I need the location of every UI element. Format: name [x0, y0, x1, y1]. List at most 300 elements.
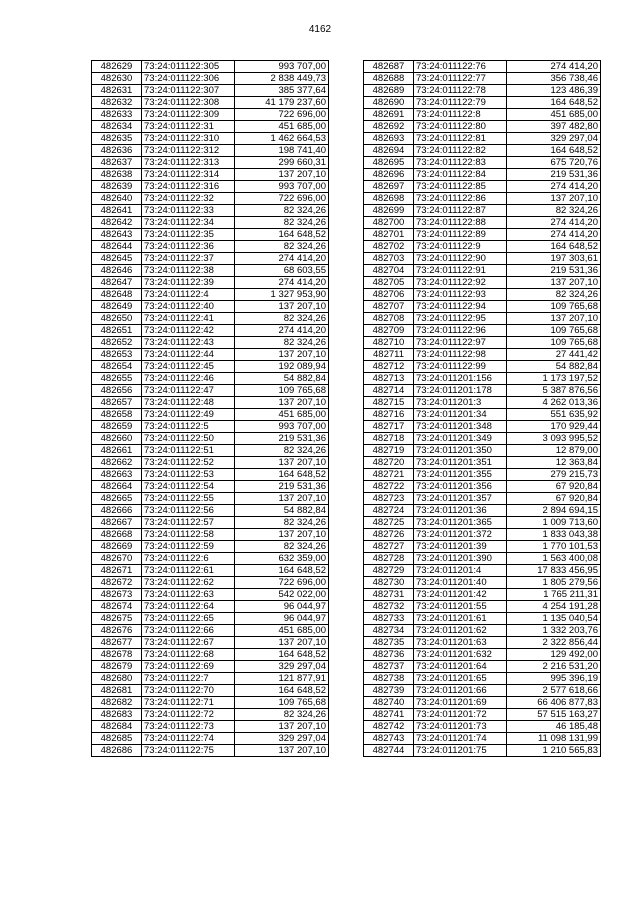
row-number-cell: 482629: [92, 61, 142, 73]
right-table-body: [364, 61, 601, 757]
left-data-table: [91, 60, 329, 757]
table-row: [364, 169, 601, 181]
table-row: [92, 493, 329, 505]
cadastral-value-cell: 279 215,73: [507, 469, 601, 481]
table-row: [92, 373, 329, 385]
cadastral-value-cell: 993 707,00: [235, 421, 329, 433]
table-row: [92, 553, 329, 565]
row-number-cell: 482700: [364, 217, 414, 229]
cadastral-number-cell: 73:24:011122:314: [142, 169, 235, 181]
table-row: [364, 133, 601, 145]
cadastral-value-cell: 993 707,00: [235, 181, 329, 193]
row-number-cell: 482671: [92, 565, 142, 577]
table-row: [364, 589, 601, 601]
row-number-cell: 482676: [92, 625, 142, 637]
cadastral-number-cell: 73:24:011201:178: [414, 385, 507, 397]
cadastral-number-cell: 73:24:011122:309: [142, 109, 235, 121]
cadastral-value-cell: 137 207,10: [235, 457, 329, 469]
cadastral-value-cell: 82 324,26: [235, 313, 329, 325]
row-number-cell: 482654: [92, 361, 142, 373]
table-row: [364, 649, 601, 661]
table-row: [92, 253, 329, 265]
cadastral-value-cell: 96 044,97: [235, 613, 329, 625]
row-number-cell: 482699: [364, 205, 414, 217]
row-number-cell: 482685: [92, 733, 142, 745]
cadastral-number-cell: 73:24:011122:51: [142, 445, 235, 457]
table-row: [92, 601, 329, 613]
cadastral-number-cell: 73:24:011122:57: [142, 517, 235, 529]
cadastral-number-cell: 73:24:011122:46: [142, 373, 235, 385]
cadastral-value-cell: 299 660,31: [235, 157, 329, 169]
table-row: [92, 133, 329, 145]
table-row: [364, 229, 601, 241]
cadastral-value-cell: 995 396,19: [507, 673, 601, 685]
row-number-cell: 482634: [92, 121, 142, 133]
cadastral-number-cell: 73:24:011122:86: [414, 193, 507, 205]
row-number-cell: 482669: [92, 541, 142, 553]
row-number-cell: 482724: [364, 505, 414, 517]
cadastral-value-cell: 137 207,10: [235, 169, 329, 181]
table-row: [92, 289, 329, 301]
table-row: [364, 361, 601, 373]
cadastral-number-cell: 73:24:011201:55: [414, 601, 507, 613]
row-number-cell: 482704: [364, 265, 414, 277]
cadastral-number-cell: 73:24:011201:39: [414, 541, 507, 553]
cadastral-value-cell: 1 765 211,31: [507, 589, 601, 601]
cadastral-value-cell: 2 216 531,20: [507, 661, 601, 673]
cadastral-number-cell: 73:24:011122:31: [142, 121, 235, 133]
cadastral-value-cell: 46 185,48: [507, 721, 601, 733]
cadastral-value-cell: 164 648,52: [235, 649, 329, 661]
right-data-table: [363, 60, 601, 757]
cadastral-value-cell: 54 882,84: [235, 373, 329, 385]
row-number-cell: 482672: [92, 577, 142, 589]
cadastral-number-cell: 73:24:011122:6: [142, 553, 235, 565]
cadastral-number-cell: 73:24:011122:34: [142, 217, 235, 229]
table-row: [364, 565, 601, 577]
cadastral-number-cell: 73:24:011201:351: [414, 457, 507, 469]
row-number-cell: 482691: [364, 109, 414, 121]
cadastral-number-cell: 73:24:011122:49: [142, 409, 235, 421]
cadastral-number-cell: 73:24:011122:87: [414, 205, 507, 217]
cadastral-value-cell: 109 765,68: [235, 697, 329, 709]
cadastral-number-cell: 73:24:011122:97: [414, 337, 507, 349]
cadastral-number-cell: 73:24:011201:66: [414, 685, 507, 697]
table-row: [364, 145, 601, 157]
row-number-cell: 482743: [364, 733, 414, 745]
row-number-cell: 482677: [92, 637, 142, 649]
row-number-cell: 482741: [364, 709, 414, 721]
row-number-cell: 482739: [364, 685, 414, 697]
row-number-cell: 482729: [364, 565, 414, 577]
cadastral-number-cell: 73:24:011122:92: [414, 277, 507, 289]
cadastral-value-cell: 12 879,00: [507, 445, 601, 457]
row-number-cell: 482738: [364, 673, 414, 685]
row-number-cell: 482693: [364, 133, 414, 145]
cadastral-number-cell: 73:24:011122:95: [414, 313, 507, 325]
table-row: [364, 421, 601, 433]
cadastral-number-cell: 73:24:011201:72: [414, 709, 507, 721]
table-row: [364, 217, 601, 229]
row-number-cell: 482722: [364, 481, 414, 493]
cadastral-value-cell: 551 635,92: [507, 409, 601, 421]
cadastral-number-cell: 73:24:011122:71: [142, 697, 235, 709]
row-number-cell: 482726: [364, 529, 414, 541]
cadastral-number-cell: 73:24:011122:77: [414, 73, 507, 85]
table-row: [92, 673, 329, 685]
cadastral-number-cell: 73:24:011122:50: [142, 433, 235, 445]
table-row: [92, 445, 329, 457]
cadastral-value-cell: 385 377,64: [235, 85, 329, 97]
cadastral-number-cell: 73:24:011122:55: [142, 493, 235, 505]
cadastral-value-cell: 96 044,97: [235, 601, 329, 613]
cadastral-number-cell: 73:24:011122:64: [142, 601, 235, 613]
cadastral-value-cell: 632 359,00: [235, 553, 329, 565]
cadastral-number-cell: 73:24:011122:65: [142, 613, 235, 625]
cadastral-value-cell: 542 022,00: [235, 589, 329, 601]
page-number: 4162: [308, 24, 332, 35]
cadastral-value-cell: 82 324,26: [235, 241, 329, 253]
table-row: [364, 409, 601, 421]
table-row: [92, 157, 329, 169]
row-number-cell: 482647: [92, 277, 142, 289]
cadastral-value-cell: 722 696,00: [235, 577, 329, 589]
cadastral-number-cell: 73:24:011122:80: [414, 121, 507, 133]
cadastral-number-cell: 73:24:011122:98: [414, 349, 507, 361]
row-number-cell: 482733: [364, 613, 414, 625]
row-number-cell: 482711: [364, 349, 414, 361]
cadastral-value-cell: 54 882,84: [507, 361, 601, 373]
cadastral-number-cell: 73:24:011122:83: [414, 157, 507, 169]
cadastral-number-cell: 73:24:011201:3: [414, 397, 507, 409]
table-row: [364, 493, 601, 505]
row-number-cell: 482646: [92, 265, 142, 277]
cadastral-number-cell: 73:24:011122:93: [414, 289, 507, 301]
table-row: [364, 685, 601, 697]
cadastral-number-cell: 73:24:011122:76: [414, 61, 507, 73]
cadastral-value-cell: 1 770 101,53: [507, 541, 601, 553]
cadastral-number-cell: 73:24:011201:75: [414, 745, 507, 757]
row-number-cell: 482719: [364, 445, 414, 457]
row-number-cell: 482652: [92, 337, 142, 349]
row-number-cell: 482688: [364, 73, 414, 85]
table-row: [364, 709, 601, 721]
row-number-cell: 482715: [364, 397, 414, 409]
row-number-cell: 482707: [364, 301, 414, 313]
cadastral-number-cell: 73:24:011122:312: [142, 145, 235, 157]
cadastral-number-cell: 73:24:011122:53: [142, 469, 235, 481]
cadastral-number-cell: 73:24:011122:316: [142, 181, 235, 193]
cadastral-number-cell: 73:24:011122:44: [142, 349, 235, 361]
cadastral-number-cell: 73:24:011122:67: [142, 637, 235, 649]
cadastral-number-cell: 73:24:011122:62: [142, 577, 235, 589]
cadastral-number-cell: 73:24:011122:306: [142, 73, 235, 85]
cadastral-value-cell: 129 492,00: [507, 649, 601, 661]
row-number-cell: 482666: [92, 505, 142, 517]
table-row: [364, 481, 601, 493]
cadastral-number-cell: 73:24:011201:65: [414, 673, 507, 685]
cadastral-value-cell: 1 563 400,08: [507, 553, 601, 565]
cadastral-number-cell: 73:24:011201:63: [414, 637, 507, 649]
cadastral-value-cell: 82 324,26: [507, 205, 601, 217]
cadastral-value-cell: 192 089,94: [235, 361, 329, 373]
row-number-cell: 482641: [92, 205, 142, 217]
cadastral-value-cell: 1 009 713,60: [507, 517, 601, 529]
cadastral-value-cell: 219 531,36: [507, 265, 601, 277]
cadastral-value-cell: 451 685,00: [235, 121, 329, 133]
cadastral-number-cell: 73:24:011122:8: [414, 109, 507, 121]
cadastral-number-cell: 73:24:011201:34: [414, 409, 507, 421]
row-number-cell: 482697: [364, 181, 414, 193]
row-number-cell: 482744: [364, 745, 414, 757]
table-row: [364, 637, 601, 649]
table-row: [92, 85, 329, 97]
table-row: [364, 337, 601, 349]
row-number-cell: 482681: [92, 685, 142, 697]
cadastral-number-cell: 73:24:011122:94: [414, 301, 507, 313]
row-number-cell: 482667: [92, 517, 142, 529]
cadastral-value-cell: 82 324,26: [507, 289, 601, 301]
cadastral-value-cell: 1 210 565,83: [507, 745, 601, 757]
table-row: [364, 253, 601, 265]
table-row: [364, 733, 601, 745]
cadastral-number-cell: 73:24:011122:32: [142, 193, 235, 205]
table-row: [364, 625, 601, 637]
cadastral-value-cell: 137 207,10: [507, 277, 601, 289]
table-row: [364, 541, 601, 553]
cadastral-value-cell: 137 207,10: [235, 301, 329, 313]
row-number-cell: 482679: [92, 661, 142, 673]
cadastral-value-cell: 137 207,10: [235, 745, 329, 757]
cadastral-number-cell: 73:24:011122:63: [142, 589, 235, 601]
cadastral-value-cell: 675 720,76: [507, 157, 601, 169]
cadastral-number-cell: 73:24:011201:390: [414, 553, 507, 565]
cadastral-value-cell: 397 482,80: [507, 121, 601, 133]
table-row: [92, 409, 329, 421]
cadastral-value-cell: 5 387 876,56: [507, 385, 601, 397]
cadastral-value-cell: 11 098 131,99: [507, 733, 601, 745]
table-row: [364, 325, 601, 337]
cadastral-number-cell: 73:24:011201:74: [414, 733, 507, 745]
cadastral-value-cell: 68 603,55: [235, 265, 329, 277]
cadastral-value-cell: 451 685,00: [235, 409, 329, 421]
cadastral-number-cell: 73:24:011122:41: [142, 313, 235, 325]
table-row: [364, 505, 601, 517]
cadastral-value-cell: 109 765,68: [507, 337, 601, 349]
table-row: [364, 241, 601, 253]
table-row: [92, 505, 329, 517]
table-row: [92, 685, 329, 697]
table-row: [92, 469, 329, 481]
table-row: [92, 325, 329, 337]
cadastral-number-cell: 73:24:011122:36: [142, 241, 235, 253]
cadastral-value-cell: 82 324,26: [235, 517, 329, 529]
cadastral-number-cell: 73:24:011122:33: [142, 205, 235, 217]
cadastral-value-cell: 170 929,44: [507, 421, 601, 433]
cadastral-value-cell: 82 324,26: [235, 709, 329, 721]
table-row: [364, 457, 601, 469]
table-row: [364, 121, 601, 133]
cadastral-number-cell: 73:24:011122:45: [142, 361, 235, 373]
row-number-cell: 482736: [364, 649, 414, 661]
table-row: [364, 73, 601, 85]
table-row: [92, 625, 329, 637]
row-number-cell: 482701: [364, 229, 414, 241]
cadastral-value-cell: 82 324,26: [235, 445, 329, 457]
cadastral-number-cell: 73:24:011122:35: [142, 229, 235, 241]
table-row: [364, 517, 601, 529]
cadastral-number-cell: 73:24:011122:91: [414, 265, 507, 277]
cadastral-value-cell: 164 648,52: [507, 97, 601, 109]
row-number-cell: 482659: [92, 421, 142, 433]
table-row: [92, 733, 329, 745]
cadastral-number-cell: 73:24:011201:40: [414, 577, 507, 589]
cadastral-number-cell: 73:24:011122:307: [142, 85, 235, 97]
cadastral-number-cell: 73:24:011122:79: [414, 97, 507, 109]
table-row: [92, 313, 329, 325]
cadastral-number-cell: 73:24:011201:64: [414, 661, 507, 673]
table-row: [364, 397, 601, 409]
row-number-cell: 482725: [364, 517, 414, 529]
row-number-cell: 482721: [364, 469, 414, 481]
cadastral-number-cell: 73:24:011122:61: [142, 565, 235, 577]
row-number-cell: 482684: [92, 721, 142, 733]
cadastral-number-cell: 73:24:011122:81: [414, 133, 507, 145]
cadastral-number-cell: 73:24:011122:39: [142, 277, 235, 289]
table-row: [92, 361, 329, 373]
left-table-body: [92, 61, 329, 757]
cadastral-value-cell: 17 833 456,95: [507, 565, 601, 577]
table-row: [92, 277, 329, 289]
cadastral-value-cell: 197 303,61: [507, 253, 601, 265]
cadastral-value-cell: 164 648,52: [235, 565, 329, 577]
table-row: [364, 301, 601, 313]
table-row: [92, 421, 329, 433]
row-number-cell: 482662: [92, 457, 142, 469]
cadastral-number-cell: 73:24:011201:356: [414, 481, 507, 493]
row-number-cell: 482686: [92, 745, 142, 757]
cadastral-value-cell: 329 297,04: [235, 733, 329, 745]
table-row: [92, 697, 329, 709]
table-row: [92, 229, 329, 241]
cadastral-value-cell: 67 920,84: [507, 493, 601, 505]
cadastral-number-cell: 73:24:011122:90: [414, 253, 507, 265]
table-row: [364, 601, 601, 613]
cadastral-value-cell: 82 324,26: [235, 217, 329, 229]
cadastral-value-cell: 57 515 163,27: [507, 709, 601, 721]
table-row: [92, 745, 329, 757]
row-number-cell: 482698: [364, 193, 414, 205]
table-row: [92, 97, 329, 109]
cadastral-value-cell: 1 135 040,54: [507, 613, 601, 625]
cadastral-value-cell: 274 414,20: [507, 229, 601, 241]
cadastral-number-cell: 73:24:011122:78: [414, 85, 507, 97]
cadastral-number-cell: 73:24:011122:9: [414, 241, 507, 253]
row-number-cell: 482735: [364, 637, 414, 649]
row-number-cell: 482660: [92, 433, 142, 445]
cadastral-value-cell: 356 738,46: [507, 73, 601, 85]
cadastral-number-cell: 73:24:011201:357: [414, 493, 507, 505]
table-row: [364, 349, 601, 361]
row-number-cell: 482680: [92, 673, 142, 685]
cadastral-value-cell: 1 805 279,56: [507, 577, 601, 589]
cadastral-number-cell: 73:24:011122:313: [142, 157, 235, 169]
row-number-cell: 482702: [364, 241, 414, 253]
row-number-cell: 482663: [92, 469, 142, 481]
row-number-cell: 482644: [92, 241, 142, 253]
row-number-cell: 482673: [92, 589, 142, 601]
table-row: [364, 181, 601, 193]
table-row: [92, 529, 329, 541]
cadastral-value-cell: 82 324,26: [235, 205, 329, 217]
cadastral-value-cell: 2 838 449,73: [235, 73, 329, 85]
table-row: [92, 433, 329, 445]
cadastral-number-cell: 73:24:011122:75: [142, 745, 235, 757]
cadastral-number-cell: 73:24:011201:4: [414, 565, 507, 577]
row-number-cell: 482734: [364, 625, 414, 637]
table-row: [364, 109, 601, 121]
cadastral-value-cell: 219 531,36: [235, 481, 329, 493]
cadastral-value-cell: 274 414,20: [507, 181, 601, 193]
cadastral-number-cell: 73:24:011122:58: [142, 529, 235, 541]
cadastral-value-cell: 993 707,00: [235, 61, 329, 73]
cadastral-number-cell: 73:24:011122:48: [142, 397, 235, 409]
cadastral-number-cell: 73:24:011201:62: [414, 625, 507, 637]
cadastral-number-cell: 73:24:011122:84: [414, 169, 507, 181]
row-number-cell: 482678: [92, 649, 142, 661]
cadastral-value-cell: 137 207,10: [235, 529, 329, 541]
cadastral-number-cell: 73:24:011122:38: [142, 265, 235, 277]
table-row: [92, 61, 329, 73]
row-number-cell: 482742: [364, 721, 414, 733]
table-row: [92, 241, 329, 253]
table-row: [364, 373, 601, 385]
cadastral-value-cell: 27 441,42: [507, 349, 601, 361]
cadastral-number-cell: 73:24:011122:72: [142, 709, 235, 721]
table-row: [92, 385, 329, 397]
cadastral-value-cell: 198 741,40: [235, 145, 329, 157]
cadastral-number-cell: 73:24:011122:68: [142, 649, 235, 661]
table-row: [92, 649, 329, 661]
cadastral-value-cell: 219 531,36: [235, 433, 329, 445]
row-number-cell: 482703: [364, 253, 414, 265]
row-number-cell: 482656: [92, 385, 142, 397]
cadastral-value-cell: 3 093 995,52: [507, 433, 601, 445]
row-number-cell: 482696: [364, 169, 414, 181]
row-number-cell: 482639: [92, 181, 142, 193]
row-number-cell: 482630: [92, 73, 142, 85]
table-row: [364, 433, 601, 445]
row-number-cell: 482716: [364, 409, 414, 421]
table-row: [92, 109, 329, 121]
row-number-cell: 482706: [364, 289, 414, 301]
cadastral-value-cell: 164 648,52: [235, 469, 329, 481]
cadastral-value-cell: 274 414,20: [235, 325, 329, 337]
table-row: [92, 217, 329, 229]
table-row: [364, 613, 601, 625]
cadastral-number-cell: 73:24:011201:42: [414, 589, 507, 601]
cadastral-number-cell: 73:24:011122:99: [414, 361, 507, 373]
row-number-cell: 482740: [364, 697, 414, 709]
row-number-cell: 482723: [364, 493, 414, 505]
cadastral-value-cell: 274 414,20: [235, 277, 329, 289]
row-number-cell: 482632: [92, 97, 142, 109]
row-number-cell: 482737: [364, 661, 414, 673]
row-number-cell: 482661: [92, 445, 142, 457]
row-number-cell: 482695: [364, 157, 414, 169]
table-row: [92, 145, 329, 157]
table-row: [92, 577, 329, 589]
